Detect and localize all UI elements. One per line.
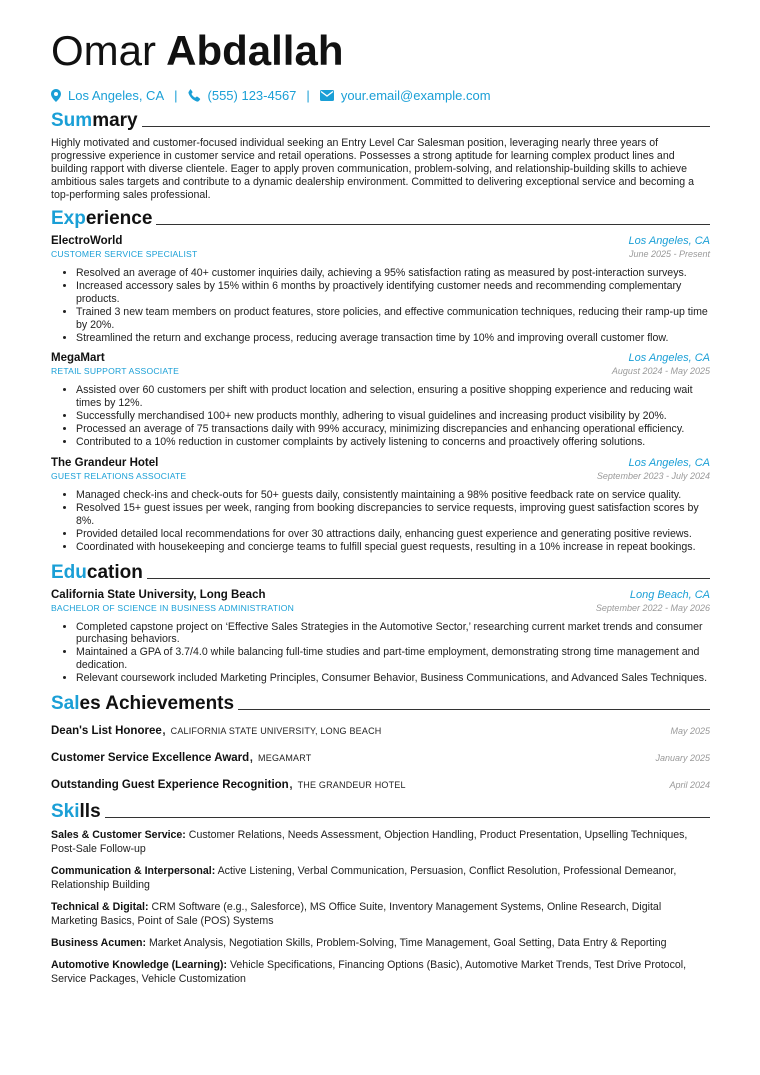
skill-text: Market Analysis, Negotiation Skills, Problem-Solving, Time Management, Goal Setting, Data Entry & Reporting xyxy=(148,937,667,950)
education-entry xyxy=(51,589,710,686)
job-entry-electroworld xyxy=(51,235,710,344)
achievements-section-header xyxy=(51,693,710,715)
section-divider xyxy=(142,126,710,127)
job-bullets xyxy=(51,267,710,344)
list-item: • Successfully merchandised 100+ new products monthly, adhering to visual guidelines and increasing product visibility by 20%. xyxy=(76,410,710,423)
contact-separator: | xyxy=(174,87,178,103)
section-title-skills: Skills xyxy=(51,801,101,823)
section-divider xyxy=(238,709,710,710)
education-bullets xyxy=(51,621,710,686)
skill-label: Sales & Customer Service: xyxy=(51,829,186,842)
achievement-item: Customer Service Excellence Award, MEGAMART January 2025 xyxy=(51,748,710,766)
job-location: Los Angeles, CA xyxy=(628,235,710,247)
job-date: June 2025 - Present xyxy=(628,249,710,259)
section-divider xyxy=(147,578,710,579)
contact-location xyxy=(51,88,164,103)
achievement-item: Dean's List Honoree, CALIFORNIA STATE UNIVERSITY, LONG BEACH May 2025 xyxy=(51,721,710,739)
first-name: Omar xyxy=(51,27,156,74)
list-item: • Provided detailed local recommendations for over 30 attractions daily, enhancing guest experience and generating positive reviews. xyxy=(76,528,710,541)
skill-label: Automotive Knowledge (Learning): xyxy=(51,959,227,972)
skill-group xyxy=(51,958,710,986)
job-location: Los Angeles, CA xyxy=(628,352,710,365)
contact-separator: | xyxy=(306,87,310,103)
skill-group xyxy=(51,936,710,950)
skill-label: Communication & Interpersonal: xyxy=(51,865,216,878)
skill-text: Active Listening, Verbal Communication, Persuasion, Conflict Resolution, Professional Demeanor, Relationship Building xyxy=(51,865,677,892)
achievement-title: Dean's List Honoree xyxy=(51,725,162,738)
list-item: • Resolved 15+ guest issues per week, ranging from booking discrepancies to service requests, improving guest satisfaction scores by 8%. xyxy=(76,502,710,528)
job-bullets xyxy=(51,489,710,554)
skill-group xyxy=(51,828,710,856)
skill-group xyxy=(51,864,710,892)
list-item: • Increased accessory sales by 15% within 6 months by proactively identifying customer needs and recommending complementary products. xyxy=(76,280,710,306)
list-item: • Resolved an average of 40+ customer inquiries daily, achieving a 95% satisfaction rating as measured by post-interaction surveys. xyxy=(76,267,710,280)
achievement-org: CALIFORNIA STATE UNIVERSITY, LONG BEACH xyxy=(170,726,382,737)
candidate-name xyxy=(51,26,710,76)
contact-email[interactable] xyxy=(320,88,491,103)
list-item: • Assisted over 60 customers per shift with product location and selection, ensuring a positive shopping experience and reducing wait times by 12%. xyxy=(76,384,710,410)
job-entry-megamart xyxy=(51,352,710,449)
achievement-date: May 2025 xyxy=(670,726,710,737)
skill-label: Business Acumen: xyxy=(51,937,146,950)
skill-label: Technical & Digital: xyxy=(51,901,149,914)
skill-group xyxy=(51,900,710,928)
location-text: Los Angeles, CA xyxy=(68,87,165,103)
achievement-org: THE GRANDEUR HOTEL xyxy=(297,780,406,791)
list-item: • Completed capstone project on ‘Effective Sales Strategies in the Automotive Sector,’ researching current market trends and consumer purchasing behaviors. xyxy=(76,621,710,647)
job-company: The Grandeur Hotel xyxy=(51,456,159,469)
skill-text: Vehicle Specifications, Financing Options (Basic), Automotive Market Trends, Test Drive Protocol, Service Packages, Vehicle Customization xyxy=(51,959,687,986)
last-name: Abdallah xyxy=(166,27,344,74)
contact-bar xyxy=(51,86,710,104)
job-role: CUSTOMER SERVICE SPECIALIST xyxy=(51,249,198,259)
education-section-header xyxy=(51,562,710,584)
list-item: • Processed an average of 75 transactions daily with 99% accuracy, minimizing discrepancies and enhancing operational efficiency. xyxy=(76,423,710,436)
achievement-title: Outstanding Guest Experience Recognition xyxy=(51,779,289,792)
section-divider xyxy=(156,224,710,225)
contact-phone[interactable] xyxy=(188,88,297,103)
list-item: • Managed check-ins and check-outs for 50+ guests daily, consistently maintaining a 98% positive feedback rate on service quality. xyxy=(76,489,710,502)
email-link: your.email@example.com xyxy=(340,87,491,103)
list-item: • Trained 3 new team members on product features, store policies, and effective communication techniques, reducing their ramp-up time by 20%. xyxy=(76,306,710,332)
education-date: September 2022 - May 2026 xyxy=(595,602,710,613)
degree: BACHELOR OF SCIENCE IN BUSINESS ADMINISTRATION xyxy=(51,602,295,613)
phone-text: (555) 123-4567 xyxy=(207,87,297,103)
achievement-item: Outstanding Guest Experience Recognition, THE GRANDEUR HOTEL April 2024 xyxy=(51,775,710,793)
achievement-title: Customer Service Excellence Award xyxy=(51,752,250,765)
job-date: August 2024 - May 2025 xyxy=(611,366,710,377)
summary-text: Highly motivated and customer-focused individual seeking an Entry Level Car Salesman position, leveraging nearly three years of progressive experience in customer service and retail operations. Possesses a strong aptitude for learning complex product lines and building rapport with diverse clientele. Eager to apply proven communication, problem-solving, and relationship-building skills to achieve ambitious sales targets and contribute to a dynamic dealership environment. Committed to delivering exceptional service and becoming a top-performing sales professional. xyxy=(51,137,695,201)
envelope-icon xyxy=(320,90,334,101)
phone-icon xyxy=(188,89,201,102)
experience-section-header xyxy=(51,208,710,230)
job-role: GUEST RELATIONS ASSOCIATE xyxy=(51,470,187,481)
list-item: • Coordinated with housekeeping and concierge teams to fulfill special guest requests, resulting in a 10% increase in repeat bookings. xyxy=(76,541,710,554)
achievement-org: MEGAMART xyxy=(258,753,312,764)
job-date: September 2023 - July 2024 xyxy=(596,470,710,481)
list-item: • Streamlined the return and exchange process, reducing average transaction time by 10% and improving overall customer flow. xyxy=(76,332,710,345)
job-location: Los Angeles, CA xyxy=(628,456,710,469)
section-title-education: Education xyxy=(51,561,143,583)
job-entry-grandeur-hotel xyxy=(51,457,710,554)
job-company: ElectroWorld xyxy=(51,235,123,247)
achievement-date: January 2025 xyxy=(655,753,710,764)
section-title-summary: Summary xyxy=(51,110,138,131)
skills-section-header xyxy=(51,801,710,823)
list-item: • Contributed to a 10% reduction in customer complaints by actively listening to concerns and proactively offering solutions. xyxy=(76,436,710,449)
section-title-achievements: Sales Achievements xyxy=(51,693,235,715)
list-item: • Relevant coursework included Marketing Principles, Consumer Behavior, Business Communications, and Advanced Sales Techniques. xyxy=(76,672,710,685)
skill-text: CRM Software (e.g., Salesforce), MS Office Suite, Inventory Management Systems, Online Research, Digital Marketing Basics, Point of Sale (POS) Systems xyxy=(51,901,662,928)
skill-text: Customer Relations, Needs Assessment, Objection Handling, Product Presentation, Upselling Techniques, Post-Sale Follow-up xyxy=(51,829,688,856)
school-name: California State University, Long Beach xyxy=(51,588,266,601)
job-company: MegaMart xyxy=(51,352,105,365)
achievement-date: April 2024 xyxy=(669,780,710,791)
section-title-experience: Experience xyxy=(51,208,153,229)
list-item: • Maintained a GPA of 3.7/4.0 while balancing full-time studies and part-time employment, demonstrating strong time management and dedication. xyxy=(76,646,710,672)
map-pin-icon xyxy=(51,89,61,102)
school-location: Long Beach, CA xyxy=(629,588,710,601)
section-divider xyxy=(105,817,710,818)
summary-section-header xyxy=(51,110,710,132)
job-bullets xyxy=(51,384,710,449)
job-role: RETAIL SUPPORT ASSOCIATE xyxy=(51,366,180,377)
